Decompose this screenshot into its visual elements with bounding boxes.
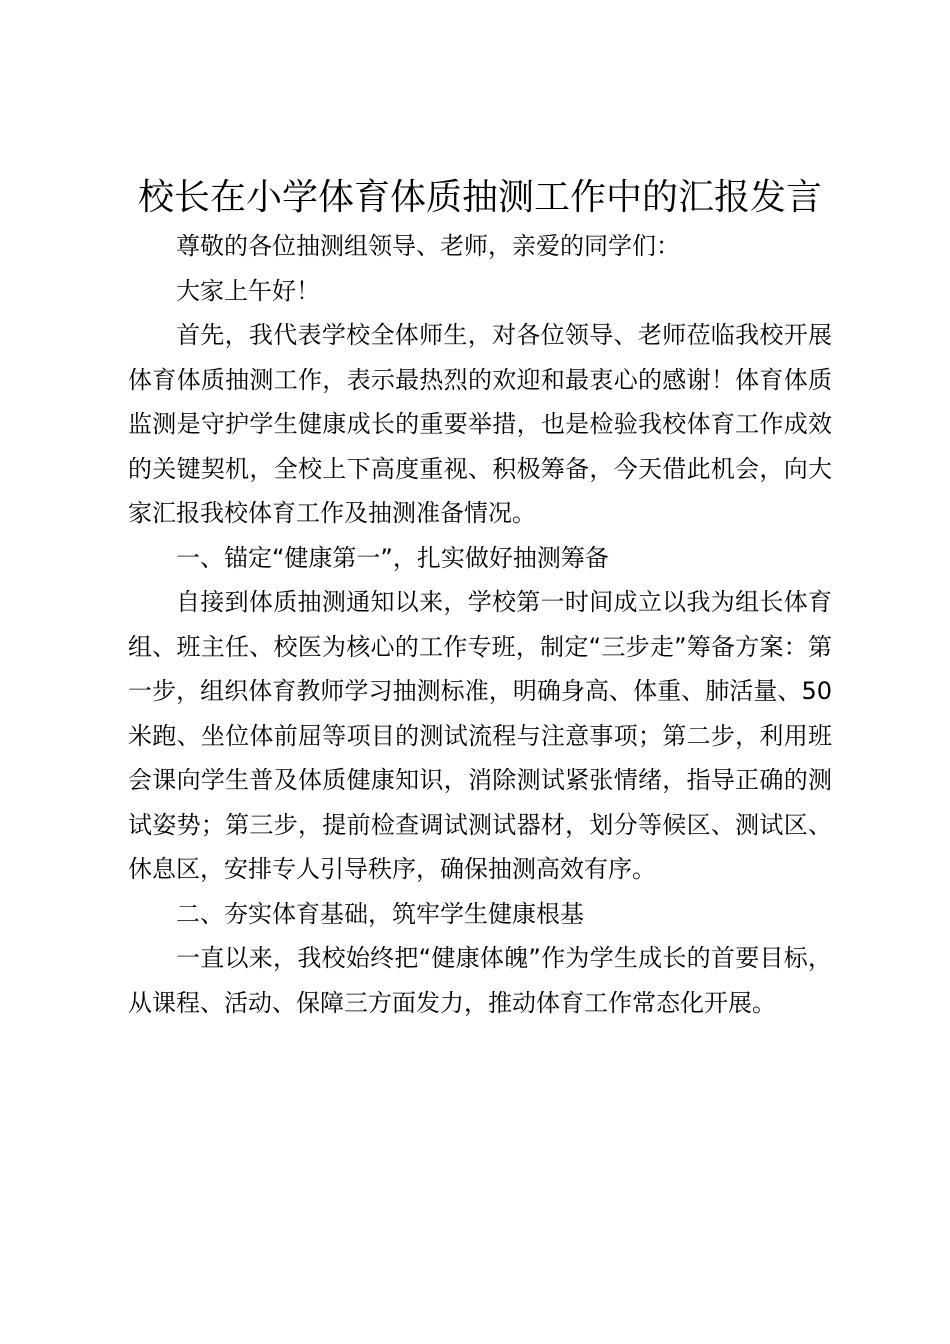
section1-heading: 一、锚定“健康第一”，扎实做好抽测筹备 [176, 543, 609, 572]
greeting: 大家上午好！ [176, 276, 320, 305]
document-page [128, 172, 832, 1025]
section2-heading: 二、夯实体育基础，筑牢学生健康根基 [176, 899, 584, 928]
intro-paragraph: 首先，我代表学校全体师生，对各位领导、老师莅临我校开展体育体质抽测工作，表示最热烈的欢迎和最衷心的感谢！体育体质监测是守护学生健康成长的重要举措，也是检验我校体育工作成效的关键契机，全校上下高度重视、积极筹备，今天借此机会，向大家汇报我校体育工作及抽测准备情况。 [128, 321, 832, 527]
section2-paragraph: 一直以来，我校始终把“健康体魄”作为学生成长的首要目标，从课程、活动、保障三方面发力，推动体育工作常态化开展。 [128, 944, 832, 1017]
section1-paragraph: 自接到体质抽测通知以来，学校第一时间成立以我为组长体育组、班主任、校医为核心的工作专班，制定“三步走”筹备方案：第一步，组织体育教师学习抽测标准，明确身高、体重、肺活量、50米跑、坐位体前屈等项目的测试流程与注意事项；第二步，利用班会课向学生普及体质健康知识，消除测试紧张情绪，指导正确的测试姿势；第三步，提前检查调试测试器材，划分等候区、测试区、休息区，安排专人引导秩序，确保抽测高效有序。 [128, 588, 832, 883]
document-title: 校长在小学体育体质抽测工作中的汇报发言 [137, 177, 822, 218]
salutation: 尊敬的各位抽测组领导、老师，亲爱的同学们： [176, 232, 680, 260]
